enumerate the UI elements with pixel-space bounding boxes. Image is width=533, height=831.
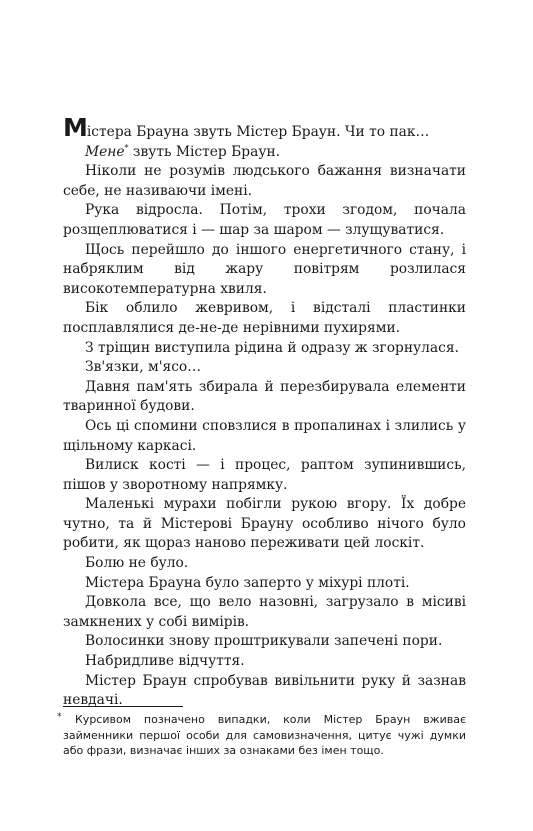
paragraph: Ніколи не розумів людського бажання визначати себе, не називаючи імені.	[63, 163, 466, 199]
paragraph: Набридливе відчуття.	[85, 653, 245, 670]
paragraph: Ось ці спомини сповзлися в пропалинах і злились у щільному каркасі.	[63, 417, 466, 454]
chapter-text	[63, 113, 466, 711]
paragraph: Бік облило жевривом, і відсталі пластинки посплавлялися де-не-де нерівними пухирями.	[63, 300, 466, 336]
paragraph-text: звуть Містер Браун.	[128, 143, 281, 160]
footnote-mark: *	[57, 712, 62, 722]
italic-pronoun: Мене	[85, 143, 125, 160]
paragraph: Містера Брауна було заперто у міхурі плоті.	[85, 574, 410, 591]
paragraph: Вилиск кості — і процес, раптом зупинившись, пішов у зворотному напрямку.	[63, 457, 466, 493]
paragraph: Болю не було.	[85, 555, 189, 572]
opening-paragraph	[63, 113, 466, 143]
paragraph: Щось перейшло до іншого енергетичного стану, і набряклим від жару повітрям розлилася високотемпературна хвиля.	[63, 241, 466, 297]
footnote-text: Курсивом позначено випадки, коли Містер Браун вживає займенники першої особи для самовизначення, цитує чужі думки або фрази, визначає інших за ознаками без імен тощо.	[63, 713, 466, 757]
paragraph: Волосинки знову проштрикували запечені пори.	[85, 633, 443, 650]
paragraph: Рука відросла. Потім, трохи згодом, почала розщеплюватися і — шар за шаром — злущуватися.	[63, 202, 466, 238]
paragraph: Давня пам'ять збирала й перезбирувала елементи тваринної будови.	[63, 378, 466, 415]
paragraph: Довкола все, що вело назовні, загрузало в місиві замкнених у собі вимірів.	[63, 594, 466, 630]
paragraph: Містер Браун спробував вивільнити руку й зазнав невдачі.	[63, 672, 466, 709]
footnote	[57, 712, 466, 759]
footnote-divider	[63, 706, 183, 707]
drop-cap: М	[63, 113, 87, 142]
paragraph: Маленькі мурахи побігли рукою вгору. Їх добре чутно, та й Містерові Брауну особливо нічого було робити, як щораз наново переживати цей лоскіт.	[63, 496, 466, 552]
paragraph: З тріщин виступила рідина й одразу ж згорнулася.	[85, 339, 459, 356]
paragraph: Зв'язки, м'ясо…	[85, 359, 202, 376]
footnote-ref: *	[124, 143, 129, 152]
opening-paragraph-text: істера Брауна звуть Містер Браун. Чи то пак…	[86, 124, 430, 140]
paragraph-mene	[63, 143, 466, 163]
